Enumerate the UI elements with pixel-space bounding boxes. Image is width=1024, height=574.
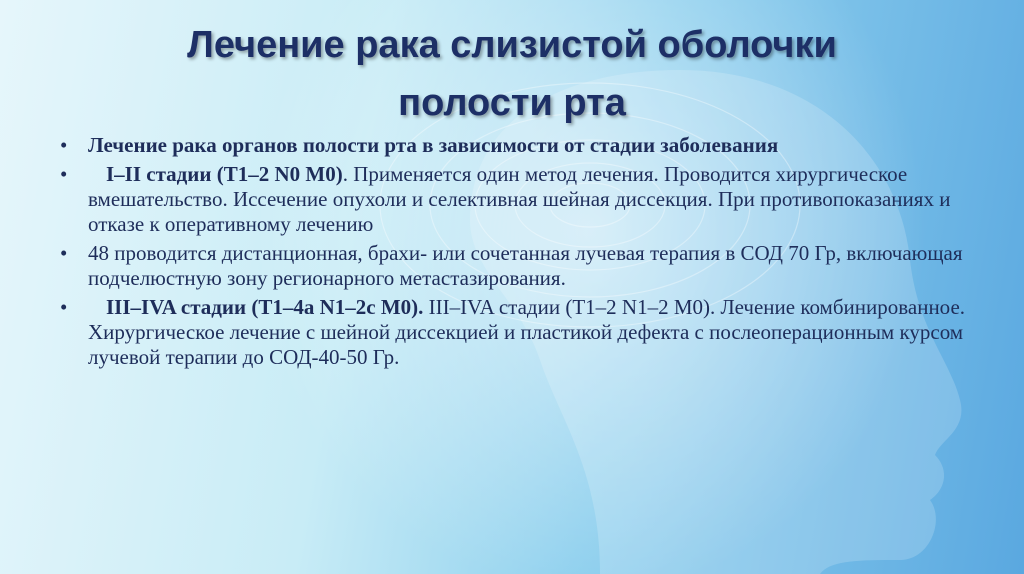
title-line-2: полости рта <box>398 82 626 124</box>
bullet-icon: • <box>60 295 68 319</box>
item-bold-text: I–II стадии (Т1–2 N0 M0) <box>106 162 343 186</box>
item-text: III–IVA стадии (Т1–2 N1–2 M0). Лечение комбинированное. Хирургическое лечение с шейной диссекцией и пластикой дефекта с послеоперационным курсом лучевой терапии до СОД-40-50 Гр. <box>88 295 966 369</box>
list-item <box>60 162 970 237</box>
item-bold-text: III–IVA стадии (Т1–4а N1–2с М0). <box>106 295 424 319</box>
item-text: 48 проводится дистанционная, брахи- или сочетанная лучевая терапия в СОД 70 Гр, включающая подчелюстную зону регионарного метастазирования. <box>88 241 963 290</box>
bullet-icon: • <box>60 162 68 186</box>
item-text: . Применяется один метод лечения. Проводится хирургическое вмешательство. Иссечение опухоли и селективная шейная диссекция. При противопоказаниях и отказе к оперативному лечению <box>88 162 951 236</box>
list-item <box>60 295 970 370</box>
page-title <box>60 16 964 132</box>
bullet-list <box>60 133 970 374</box>
list-item <box>60 133 970 158</box>
bullet-icon: • <box>60 133 68 157</box>
item-bold-text: Лечение рака органов полости рта в зависимости от стадии заболевания <box>88 133 779 157</box>
list-item <box>60 241 970 291</box>
bullet-icon: • <box>60 241 68 265</box>
title-line-1: Лечение рака слизистой оболочки <box>187 24 837 66</box>
